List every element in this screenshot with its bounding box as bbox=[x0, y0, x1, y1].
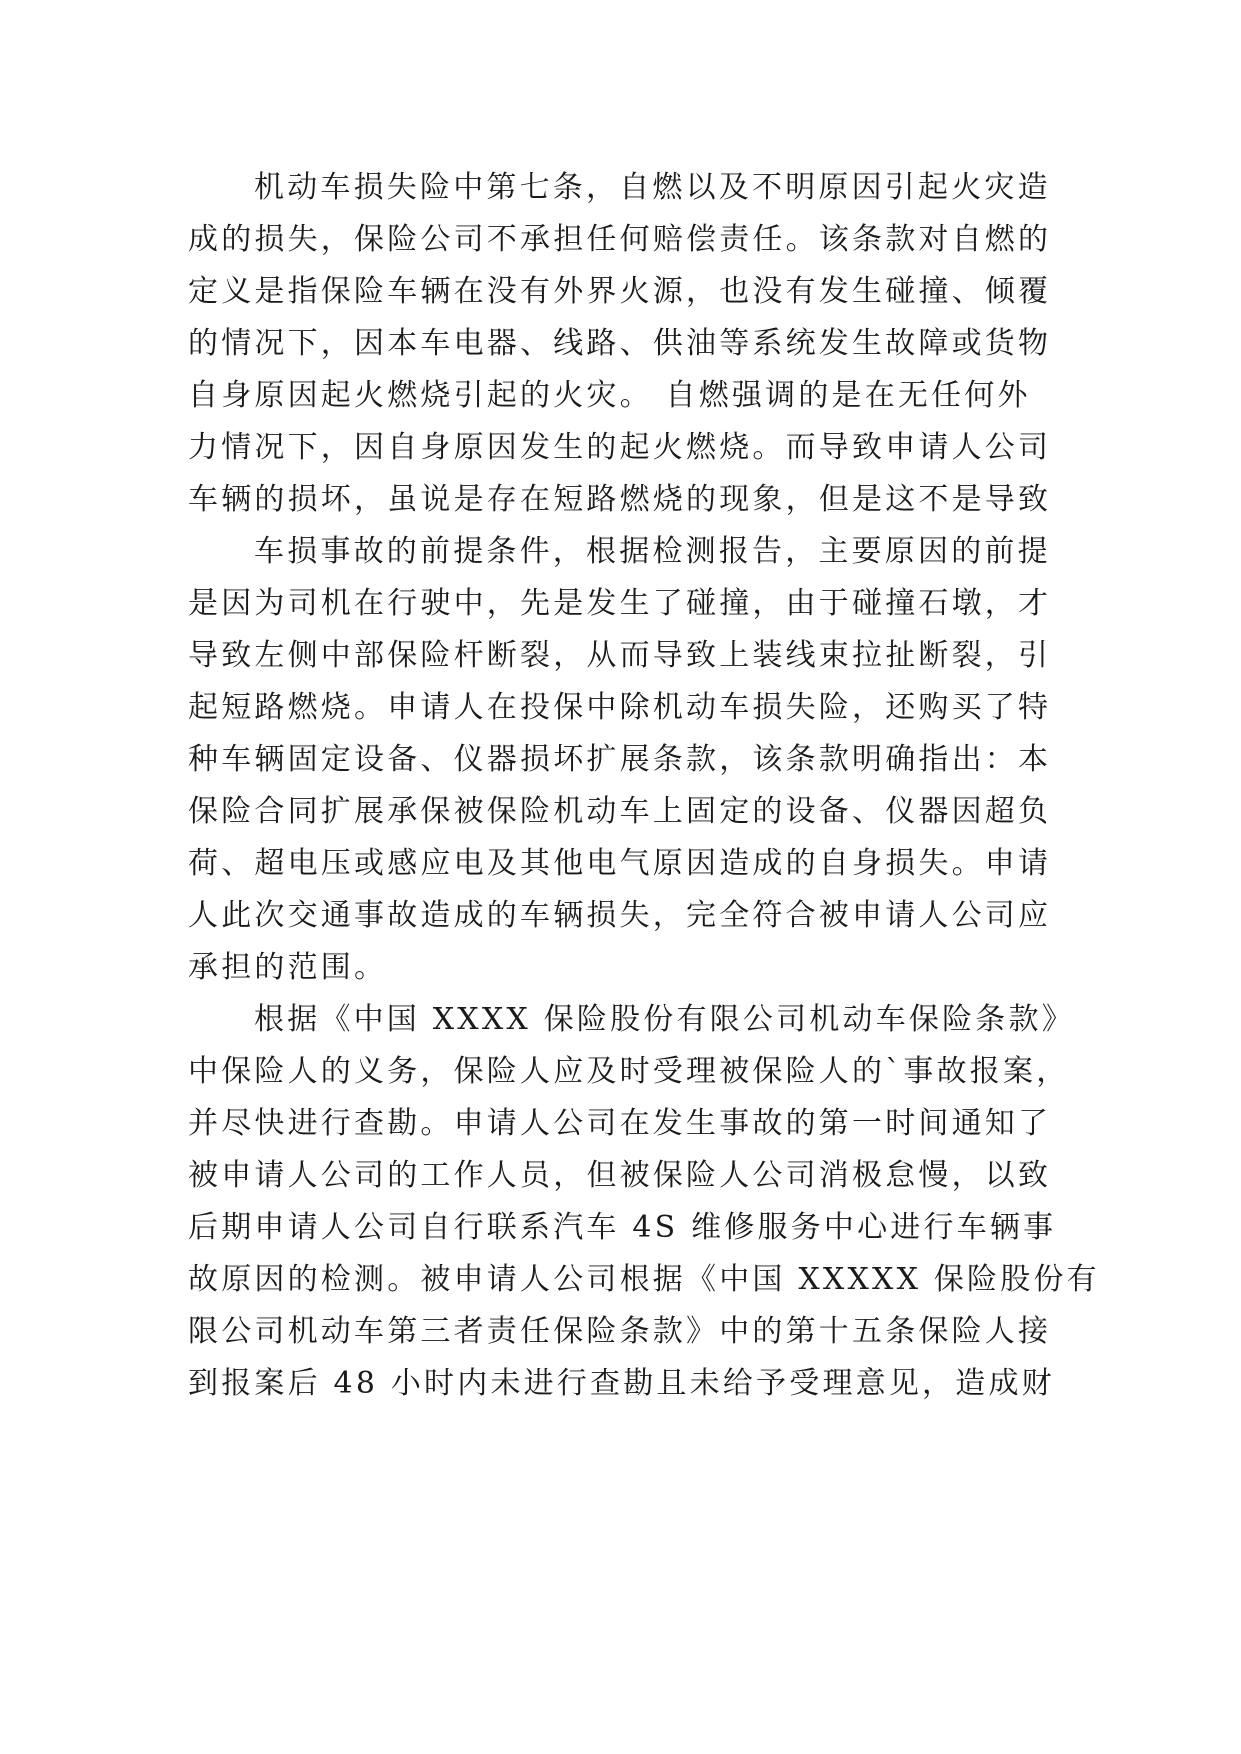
text-line: 车损事故的前提条件，根据检测报告，主要原因的前提 bbox=[254, 534, 1051, 569]
body-text bbox=[188, 162, 1100, 1410]
text-line: 成的损失，保险公司不承担任何赔偿责任。该条款对自燃的 bbox=[188, 222, 1052, 257]
text-line: 机动车损失险中第七条，自燃以及不明原因引起火灾造 bbox=[254, 170, 1051, 205]
text-line: 被申请人公司的工作人员，但被保险人公司消极怠慢，以致 bbox=[188, 1158, 1052, 1193]
text-line: 限公司机动车第三者责任保险条款》中的第十五条保险人接 bbox=[188, 1314, 1052, 1349]
text-line: 是因为司机在行驶中，先是发生了碰撞，由于碰撞石墩，才 bbox=[188, 586, 1052, 621]
text-line: 承担的范围。 bbox=[188, 950, 388, 985]
text-line: 导致左侧中部保险杆断裂，从而导致上装线束拉扯断裂，引 bbox=[188, 638, 1052, 673]
text-line: 人此次交通事故造成的车辆损失，完全符合被申请人公司应 bbox=[188, 898, 1052, 933]
text-line: 自身原因起火燃烧引起的火灾。 自燃强调的是在无任何外 bbox=[188, 378, 1031, 413]
text-line: 起短路燃烧。申请人在投保中除机动车损失险，还购买了特 bbox=[188, 690, 1052, 725]
text-line: 保险合同扩展承保被保险机动车上固定的设备、仪器因超负 bbox=[188, 794, 1052, 829]
text-line: 故原因的检测。被申请人公司根据《中国 XXXXX 保险股份有 bbox=[188, 1262, 1100, 1297]
text-line: 中保险人的义务，保险人应及时受理被保险人的`事故报案， bbox=[188, 1054, 1070, 1089]
text-line: 根据《中国 XXXX 保险股份有限公司机动车保险条款》 bbox=[254, 1002, 1075, 1037]
text-line: 并尽快进行查勘。申请人公司在发生事故的第一时间通知了 bbox=[188, 1106, 1052, 1141]
text-line: 到报案后 48 小时内未进行查勘且未给予受理意见，造成财 bbox=[188, 1366, 1055, 1401]
text-line: 定义是指保险车辆在没有外界火源，也没有发生碰撞、倾覆 bbox=[188, 274, 1052, 309]
text-line: 荷、超电压或感应电及其他电气原因造成的自身损失。申请 bbox=[188, 846, 1052, 881]
text-line: 车辆的损坏，虽说是存在短路燃烧的现象，但是这不是导致 bbox=[188, 482, 1052, 517]
text-line: 力情况下，因自身原因发生的起火燃烧。而导致申请人公司 bbox=[188, 430, 1052, 465]
text-line: 种车辆固定设备、仪器损坏扩展条款，该条款明确指出：本 bbox=[188, 742, 1052, 777]
text-line: 的情况下，因本车电器、线路、供油等系统发生故障或货物 bbox=[188, 326, 1052, 361]
text-line: 后期申请人公司自行联系汽车 4S 维修服务中心进行车辆事 bbox=[188, 1210, 1057, 1245]
